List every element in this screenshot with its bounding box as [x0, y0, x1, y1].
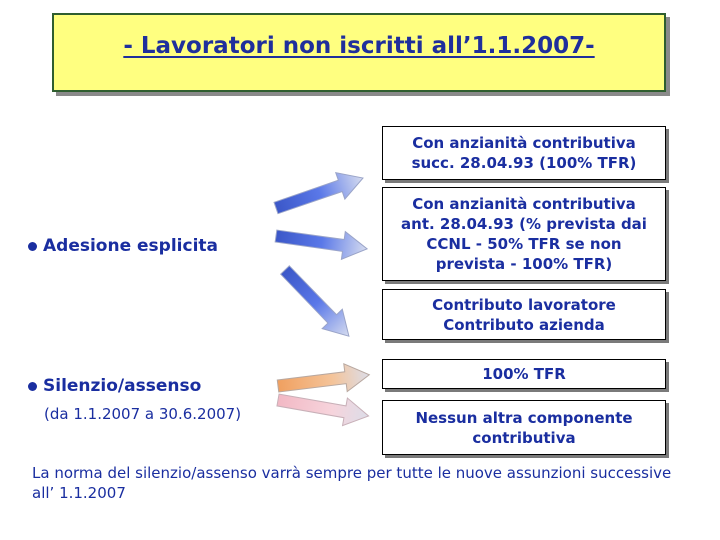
box-line: Nessun altra componente: [415, 408, 633, 427]
box-line: contributiva: [472, 428, 576, 447]
box-nessun-altra: [382, 400, 666, 455]
arrow-to-box5: [276, 386, 371, 430]
bullet-label: Adesione esplicita: [43, 236, 219, 256]
box-100-tfr: [382, 359, 666, 389]
box-line: ant. 28.04.93 (% prevista dai: [401, 215, 647, 233]
box-line: Con anzianità contributiva: [412, 134, 636, 152]
silenzio-period: (da 1.1.2007 a 30.6.2007): [44, 405, 242, 423]
bullet-silenzio: [28, 376, 201, 396]
box-line: 100% TFR: [482, 365, 566, 383]
arrow-to-box2: [274, 222, 369, 263]
bullet-adesione: [28, 236, 218, 256]
box-line: Contributo azienda: [443, 315, 605, 334]
box-line: prevista - 100% TFR): [435, 255, 613, 273]
page-title: - Lavoratori non iscritti all’1.1.2007-: [123, 32, 595, 59]
arrow-to-box3: [275, 260, 359, 346]
arrow-to-box1: [271, 165, 367, 221]
bullet-dot-icon: [28, 242, 37, 251]
box-anzianita-ant: [382, 187, 666, 281]
box-anzianita-succ: [382, 126, 666, 180]
box-line: Contributo lavoratore: [432, 295, 616, 314]
box-line: CCNL - 50% TFR se non: [426, 235, 622, 253]
footnote: La norma del silenzio/assenso varrà sempre per tutte le nuove assunzioni successive all’ 1.1.2007: [32, 464, 672, 502]
box-line: Con anzianità contributiva: [412, 195, 636, 213]
box-line: succ. 28.04.93 (100% TFR): [411, 154, 637, 172]
arrow-to-box4: [276, 361, 371, 400]
bullet-label: Silenzio/assenso: [43, 376, 202, 396]
bullet-dot-icon: [28, 382, 37, 391]
box-contributi: [382, 289, 666, 340]
